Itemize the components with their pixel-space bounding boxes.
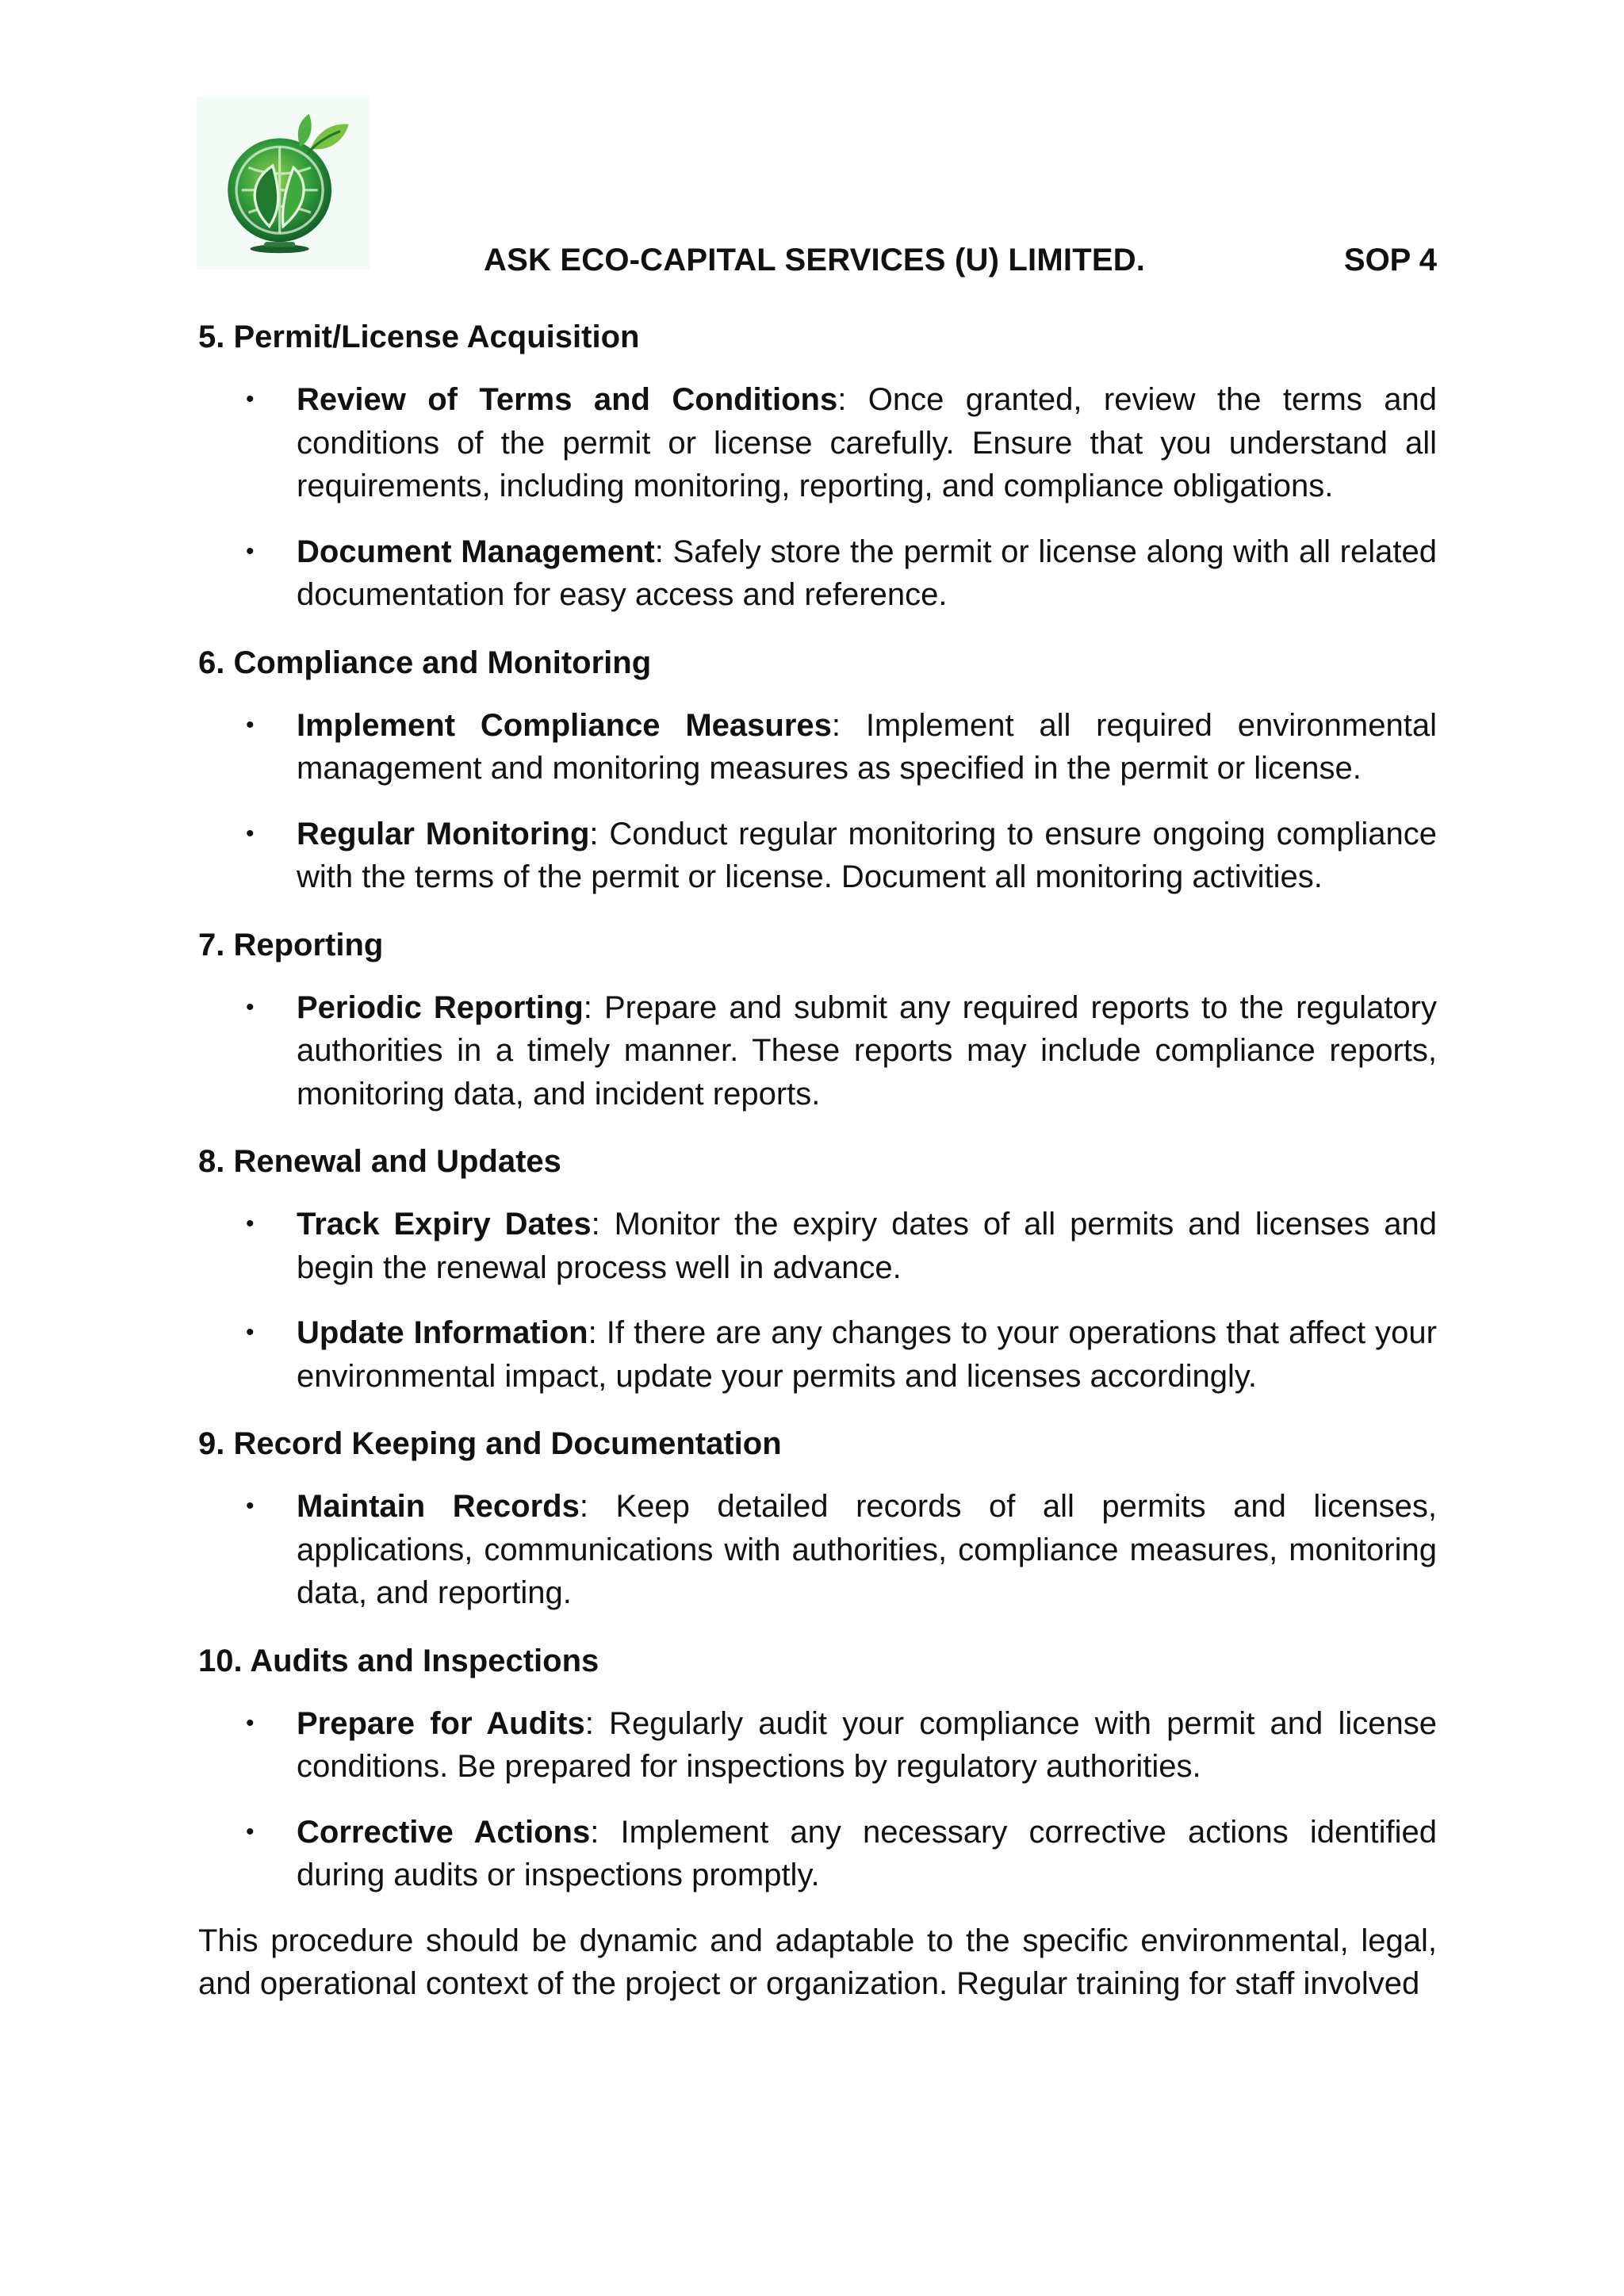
- item-description: : Prepare and submit any required reports to the regulatory authorities in a timely manner. These reports may include compliance reports, monitoring data, and incident reports.: [297, 989, 1437, 1112]
- item-term: Corrective Actions: [297, 1814, 591, 1850]
- item-description: : If there are any changes to your operations that affect your environmental impact, update your permits and licenses accordingly.: [297, 1315, 1437, 1394]
- bullet-list: [198, 704, 1437, 899]
- bullet-icon: •: [246, 1709, 255, 1736]
- item-term: Regular Monitoring: [297, 816, 590, 851]
- bullet-list: [198, 378, 1437, 617]
- list-item: [198, 813, 1437, 899]
- bullet-icon: •: [246, 820, 255, 847]
- bullet-icon: •: [246, 1211, 255, 1237]
- item-description: : Implement all required environmental management and monitoring measures as specified in the permit or license.: [297, 707, 1437, 786]
- bullet-list: [198, 1203, 1437, 1398]
- bullet-icon: •: [246, 1493, 255, 1519]
- eco-globe-leaf-logo-icon: [197, 97, 370, 270]
- bullet-list: [198, 1485, 1437, 1615]
- item-description: : Safely store the permit or license along with all related documentation for easy access and reference.: [297, 534, 1437, 612]
- list-item: [198, 986, 1437, 1116]
- bullet-icon: •: [246, 993, 255, 1020]
- bullet-list: [198, 1702, 1437, 1897]
- sop-code: SOP 4: [1343, 243, 1437, 277]
- document-body: [198, 313, 1437, 2006]
- list-item: [198, 1485, 1437, 1615]
- list-item: [198, 704, 1437, 790]
- item-description: : Once granted, review the terms and conditions of the permit or license carefully. Ensure that you understand all requirements, including monitoring, reporting, and compliance obligations.: [297, 382, 1438, 503]
- section-heading: 7. Reporting: [198, 927, 384, 962]
- bullet-list: [198, 986, 1437, 1116]
- item-description: : Implement any necessary corrective actions identified during audits or inspections promptly.: [297, 1814, 1437, 1892]
- item-description: : Regularly audit your compliance with permit and license conditions. Be prepared for inspections by regulatory authorities.: [297, 1705, 1438, 1784]
- bullet-icon: •: [246, 1319, 255, 1345]
- item-description: : Monitor the expiry dates of all permits and licenses and begin the renewal process well in advance.: [297, 1207, 1437, 1285]
- list-item: [198, 1203, 1437, 1289]
- list-item: [198, 530, 1437, 617]
- item-description: : Conduct regular monitoring to ensure ongoing compliance with the terms of the permit or license. Document all monitoring activities.: [297, 816, 1437, 894]
- item-term: Track Expiry Dates: [297, 1207, 592, 1242]
- item-term: Document Management: [297, 534, 655, 569]
- bullet-icon: •: [246, 1818, 255, 1845]
- company-name: ASK ECO-CAPITAL SERVICES (U) LIMITED.: [484, 243, 1146, 277]
- item-description: : Keep detailed records of all permits and licenses, applications, communications with authorities, compliance measures, monitoring data, and reporting.: [297, 1489, 1437, 1610]
- item-term: Prepare for Audits: [297, 1705, 585, 1741]
- item-term: Implement Compliance Measures: [297, 707, 832, 743]
- bullet-icon: •: [246, 711, 255, 738]
- section-heading: 10. Audits and Inspections: [198, 1643, 599, 1678]
- list-item: [198, 1311, 1437, 1398]
- closing-paragraph: This procedure should be dynamic and adaptable to the specific environmental, legal, and operational context of the project or organization. Regular training for staff involved: [198, 1923, 1437, 2001]
- item-term: Maintain Records: [297, 1489, 580, 1524]
- bullet-icon: •: [246, 538, 255, 564]
- section-heading: 8. Renewal and Updates: [198, 1144, 561, 1179]
- list-item: [198, 1702, 1437, 1789]
- list-item: [198, 1811, 1437, 1897]
- bullet-icon: •: [246, 386, 255, 412]
- list-item: [198, 378, 1437, 508]
- item-term: Review of Terms and Conditions: [297, 382, 838, 417]
- section-heading: 6. Compliance and Monitoring: [198, 645, 652, 680]
- section-heading: 9. Record Keeping and Documentation: [198, 1426, 782, 1461]
- item-term: Periodic Reporting: [297, 989, 584, 1025]
- section-heading: 5. Permit/License Acquisition: [198, 320, 640, 354]
- item-term: Update Information: [297, 1315, 588, 1350]
